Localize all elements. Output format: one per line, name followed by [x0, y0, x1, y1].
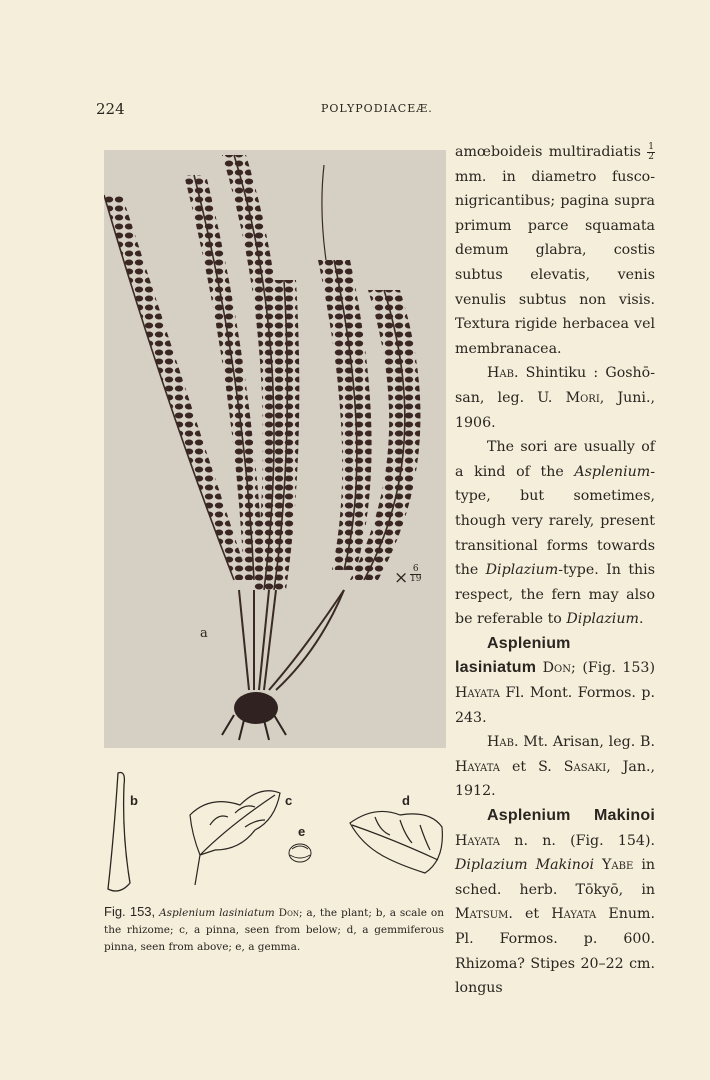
- fig-label-d: d: [402, 793, 410, 808]
- frond-7: [322, 165, 326, 260]
- sp1-author: Don: [536, 660, 571, 677]
- note-i1: Asplenium: [574, 463, 651, 480]
- body-text-column: [455, 140, 655, 1001]
- note-a: The sori are usually of a kind of the: [455, 439, 655, 480]
- fig-label-e: e: [298, 824, 306, 839]
- sp2-hayata-2: Hayata: [551, 906, 597, 923]
- desc-text-a: amœboideis multiradiatis: [455, 144, 641, 160]
- sp1-ref-b: Fl. Mont. Formos. p. 243.: [455, 685, 655, 726]
- caption-species: Asplenium lasiniatum: [159, 907, 275, 919]
- detail-figures: [100, 765, 445, 900]
- fig-label-c: c: [285, 793, 293, 808]
- species-entry-lasiniatum: [455, 632, 655, 730]
- caption-figure-number: Fig. 153,: [104, 904, 156, 919]
- note-paragraph: [455, 435, 655, 632]
- sp1-hayata: Hayata: [455, 685, 501, 702]
- species-name-lasiniatum: Asplenium lasiniatum: [455, 634, 571, 677]
- habitat-paragraph-2: [455, 730, 655, 804]
- hab1-text-b: , Juni., 1906.: [455, 389, 655, 431]
- note-i2: Diplazium: [485, 562, 559, 579]
- scale-numerator: 6: [410, 565, 421, 575]
- scale-drawing: [108, 773, 130, 892]
- sp2-yabe: Yabe: [593, 857, 634, 874]
- sp2-ref-c: et: [512, 906, 552, 923]
- detail-drawings: [100, 765, 445, 900]
- running-head: POLYPODIACEÆ.: [321, 102, 433, 115]
- fern-plate-photo: [104, 150, 446, 748]
- note-d: .: [638, 611, 644, 628]
- description-paragraph: [455, 140, 655, 361]
- plate-label-a: a: [200, 626, 208, 641]
- note-c: -type. In this respect, the fern may also be referable to: [455, 562, 655, 628]
- species-name-makinoi: Asplenium Makinoi: [487, 807, 655, 825]
- fig-label-b: b: [130, 793, 138, 808]
- hab2-text-b: et S.: [500, 758, 564, 775]
- hab1-collector: Mori: [565, 389, 600, 406]
- sp1-ref-a: ; (Fig. 153): [571, 660, 655, 677]
- habitat-paragraph-1: [455, 361, 655, 435]
- sp2-ref-a: n. n. (Fig. 154).: [500, 832, 655, 849]
- scale-fraction: [410, 565, 421, 584]
- pinna-below-drawing: [190, 791, 280, 885]
- species-entry-makinoi: [455, 804, 655, 1001]
- note-i3: Diplazium: [566, 611, 639, 628]
- hab2-label: Hab.: [487, 734, 519, 751]
- hab-label: Hab.: [487, 365, 519, 382]
- gemma-drawing: [289, 844, 311, 862]
- sp2-matsum: Matsum.: [455, 906, 513, 923]
- caption-text: ; a, the plant; b, a scale on the rhizome; c, a pinna, seen from below; d, a gemmiferous pinna, seen from above; e, a gemma.: [104, 907, 444, 953]
- caption-author: Don: [278, 907, 299, 919]
- hab2-text-a: Mt. Arisan, leg. B.: [518, 734, 655, 751]
- scale-multiplier: ×: [394, 568, 409, 588]
- frac-den: 2: [648, 151, 654, 162]
- hab2-text-c: , Jan., 1912.: [455, 758, 655, 800]
- figure-caption: [104, 903, 444, 956]
- hab2-collector-2: Sasaki: [563, 758, 607, 775]
- note-b: -type, but sometimes, though very rarely, present transitional forms towards the: [455, 463, 655, 579]
- sp2-hayata: Hayata: [455, 832, 501, 849]
- sp2-ref-d: Enum. Pl. Formos. p. 600. Rhizoma? Stipes 20–22 cm. longus: [455, 906, 655, 997]
- gemmiferous-pinna-drawing: [350, 811, 442, 873]
- page-number: 224: [96, 100, 125, 118]
- hab2-collector-1: Hayata: [455, 758, 501, 775]
- sp2-ref-b: in sched. herb. Tōkyō, in: [455, 857, 656, 898]
- page-header: [96, 100, 433, 120]
- fraction-half: [647, 143, 655, 162]
- frac-num: 1: [648, 141, 654, 152]
- desc-text-b: mm. in diametro fusco-nigricantibus; pagina supra primum parce squamata demum glabra, costis subtus elevatis, venis venulis subtus non visis. Textura rigide herbacea vel membranacea.: [455, 168, 655, 357]
- sp2-synonym: Diplazium Makinoi: [455, 857, 594, 874]
- scale-denominator: 19: [410, 574, 422, 584]
- fern-illustration: [104, 150, 446, 748]
- hab1-text-a: Shintiku : Goshō-san, leg. U.: [455, 365, 655, 406]
